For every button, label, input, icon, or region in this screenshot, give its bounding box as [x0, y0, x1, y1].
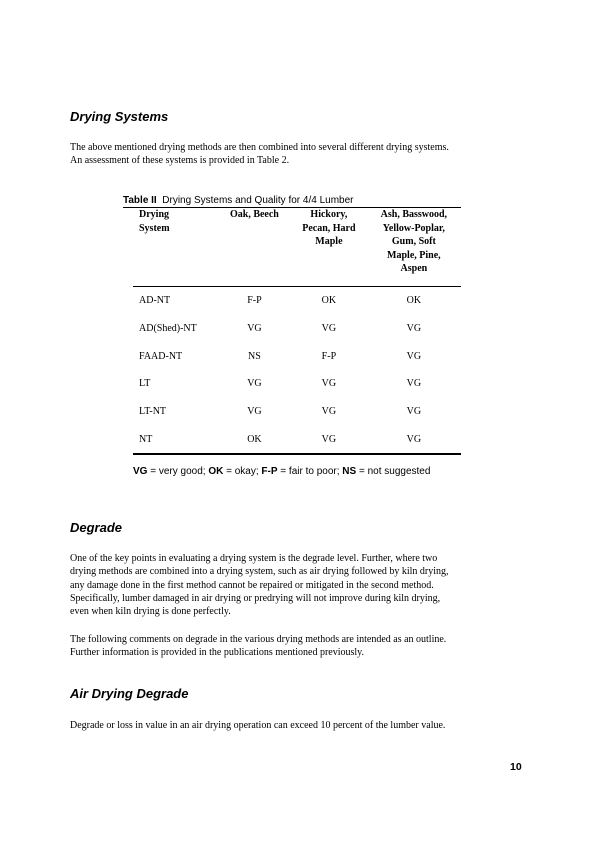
abbr-text: = very good;: [147, 466, 209, 477]
table-cell: VG: [247, 323, 262, 335]
table-caption-title: Drying Systems and Quality for 4/4 Lumber: [162, 195, 354, 206]
table-cell-system: AD-NT: [139, 295, 171, 307]
header-line: Ash, Basswood,: [380, 209, 448, 220]
table-row: [133, 425, 461, 454]
abbr-text: = not suggested: [356, 466, 431, 477]
table-cell: OK: [321, 295, 337, 307]
abbr-ns: NS: [342, 466, 357, 477]
table-caption-label: Table II: [123, 195, 157, 206]
header-line: Hickory,: [310, 209, 348, 220]
header-line: Aspen: [400, 263, 428, 274]
paragraph-line: even when kiln drying is done perfectly.: [70, 606, 231, 618]
table-cell: VG: [406, 406, 422, 418]
header-line: Oak, Beech: [229, 209, 279, 220]
table-cell-system: LT: [139, 378, 151, 390]
paragraph-line: any damage done in the first method cannot be repaired or mitigated in the second method.: [70, 579, 434, 591]
table-row: [133, 287, 461, 315]
table-cell: VG: [406, 378, 422, 390]
table-row: [133, 342, 461, 370]
header-line: Pecan, Hard: [302, 222, 356, 234]
paragraph-line: drying methods are combined into a drying system, such as air drying followed by kiln drying,: [70, 566, 449, 578]
table-cell: VG: [321, 378, 337, 390]
abbr-fp: F-P: [261, 466, 278, 477]
header-line: Drying: [139, 209, 169, 220]
abbr-text: = okay;: [223, 466, 262, 477]
header-line: Yellow-Poplar,: [382, 222, 445, 234]
paragraph-line: Specifically, lumber damaged in air drying or predrying will not improve during kiln drying,: [70, 592, 441, 604]
table-cell: VG: [406, 433, 422, 445]
table-cell: VG: [321, 433, 337, 445]
table-row: [133, 315, 461, 343]
air-drying-degrade-heading: Air Drying Degrade: [70, 686, 189, 701]
paragraph-line: One of the key points in evaluating a drying system is the degrade level. Further, where two: [70, 553, 438, 564]
table-header-row: [133, 208, 461, 287]
table-cell: NS: [248, 350, 261, 362]
drying-systems-paragraph: [70, 141, 520, 168]
table-cell: VG: [247, 378, 262, 390]
table-cell: VG: [406, 350, 422, 362]
table-cell: OK: [406, 295, 422, 307]
degrade-paragraph-2: [70, 633, 520, 660]
table-footnote: [133, 465, 461, 478]
page-number: 10: [510, 761, 522, 773]
table-cell: F-P: [247, 295, 262, 307]
header-line: Gum, Soft: [391, 236, 436, 247]
drying-systems-heading: Drying Systems: [70, 109, 169, 124]
table-cell: VG: [247, 406, 262, 418]
header-drying-system: [133, 208, 218, 287]
abbr-vg: VG: [133, 466, 148, 477]
table-row: [133, 398, 461, 426]
paragraph-line: Degrade or loss in value in an air drying operation can exceed 10 percent of the lumber value.: [70, 720, 446, 731]
table-cell: VG: [321, 323, 337, 335]
drying-systems-table: [133, 208, 461, 455]
header-line: System: [139, 222, 170, 234]
header-line: Maple, Pine,: [387, 249, 441, 261]
degrade-heading: Degrade: [70, 520, 123, 535]
abbr-ok: OK: [208, 466, 224, 477]
table-row: [133, 370, 461, 398]
table-cell: VG: [406, 323, 422, 335]
paragraph-line: The following comments on degrade in the various drying methods are intended as an outline.: [70, 634, 447, 645]
header-line: Maple: [315, 236, 343, 247]
degrade-paragraph-1: [70, 552, 520, 618]
table-cell-system: LT-NT: [139, 406, 167, 418]
table-cell: OK: [247, 433, 262, 445]
paragraph-line: The above mentioned drying methods are then combined into several different drying systems.: [70, 142, 449, 153]
table-caption: [123, 195, 461, 208]
table-cell-system: AD(Shed)-NT: [139, 323, 197, 335]
abbr-text: = fair to poor;: [277, 466, 343, 477]
table-cell: F-P: [321, 350, 337, 362]
paragraph-line: An assessment of these systems is provided in Table 2.: [70, 155, 290, 167]
header-ash-basswood: [367, 208, 461, 287]
table-cell-system: NT: [139, 433, 153, 445]
table-cell: VG: [321, 406, 337, 418]
header-hickory: [291, 208, 367, 287]
header-oak-beech: [218, 208, 291, 287]
paragraph-line: Further information is provided in the publications mentioned previously.: [70, 647, 365, 659]
table-cell-system: FAAD-NT: [139, 350, 183, 362]
air-drying-paragraph: [70, 719, 520, 732]
